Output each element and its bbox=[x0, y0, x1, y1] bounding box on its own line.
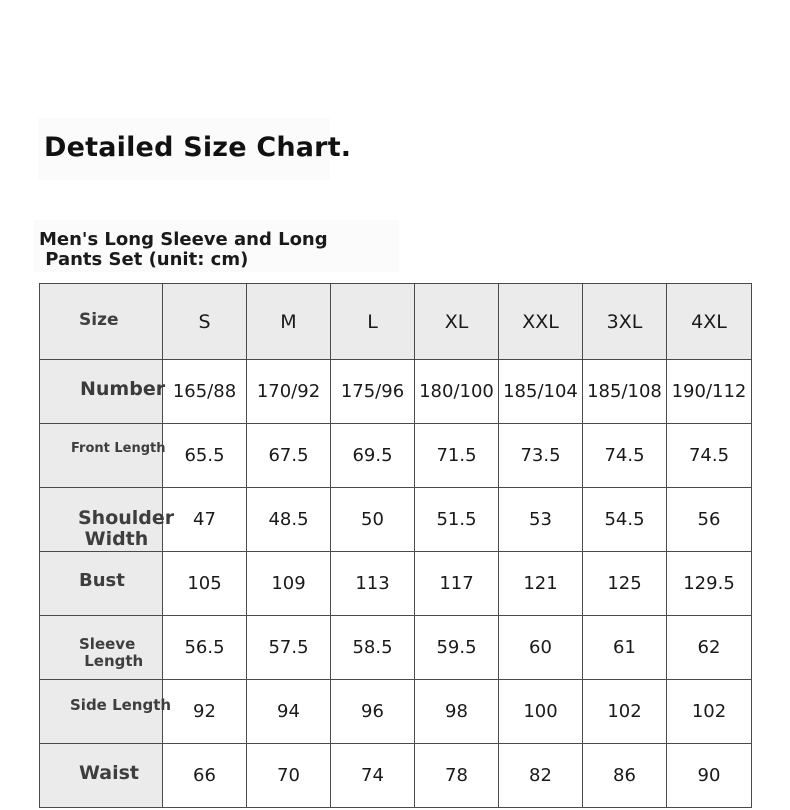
table-cell: 74 bbox=[331, 744, 415, 808]
table-cell: 92 bbox=[163, 680, 247, 744]
table-cell: 102 bbox=[583, 680, 667, 744]
table-cell: 96 bbox=[331, 680, 415, 744]
header-cell-size: S bbox=[163, 284, 247, 360]
table-cell: 121 bbox=[499, 552, 583, 616]
row-label-cell bbox=[40, 360, 166, 424]
table-cell: 67.5 bbox=[247, 424, 331, 488]
table-cell: 113 bbox=[331, 552, 415, 616]
table-row-shoulder-width bbox=[40, 488, 752, 552]
table-cell: 185/108 bbox=[583, 360, 667, 424]
table-header-row bbox=[40, 284, 752, 360]
table-row-side-length bbox=[40, 680, 752, 744]
table-cell: 50 bbox=[331, 488, 415, 552]
table-cell: 62 bbox=[667, 616, 752, 680]
header-cell-size: XXL bbox=[499, 284, 583, 360]
table-row-waist bbox=[40, 744, 752, 808]
table-row-number bbox=[40, 360, 752, 424]
table-cell: 82 bbox=[499, 744, 583, 808]
page-title: Detailed Size Chart. bbox=[44, 132, 352, 163]
table-row-bust bbox=[40, 552, 752, 616]
table-cell: 170/92 bbox=[247, 360, 331, 424]
table-cell: 125 bbox=[583, 552, 667, 616]
table-cell: 165/88 bbox=[163, 360, 247, 424]
table-cell: 185/104 bbox=[499, 360, 583, 424]
table-cell: 73.5 bbox=[499, 424, 583, 488]
header-cell-size: 4XL bbox=[667, 284, 752, 360]
header-cell-size: L bbox=[331, 284, 415, 360]
row-label-cell bbox=[40, 744, 163, 808]
table-cell: 48.5 bbox=[247, 488, 331, 552]
table-cell: 98 bbox=[415, 680, 499, 744]
header-cell-size: M bbox=[247, 284, 331, 360]
table-cell: 61 bbox=[583, 616, 667, 680]
table-cell: 71.5 bbox=[415, 424, 499, 488]
row-label: Shoulder Width bbox=[78, 507, 175, 550]
table-cell: 90 bbox=[667, 744, 752, 808]
table-cell: 53 bbox=[499, 488, 583, 552]
table-cell: 57.5 bbox=[247, 616, 331, 680]
table-cell: 74.5 bbox=[583, 424, 667, 488]
table-cell: 180/100 bbox=[415, 360, 499, 424]
table-caption: Men's Long Sleeve and Long Pants Set (unit: cm) bbox=[39, 229, 328, 270]
table-cell: 56 bbox=[667, 488, 752, 552]
header-cell-size-label bbox=[40, 284, 163, 360]
table-cell: 105 bbox=[163, 552, 247, 616]
row-label: Side Length bbox=[70, 696, 172, 714]
row-label: Number bbox=[80, 378, 166, 400]
table-cell: 74.5 bbox=[667, 424, 752, 488]
header-cell-size: 3XL bbox=[583, 284, 667, 360]
table-cell: 60 bbox=[499, 616, 583, 680]
row-label-cell bbox=[40, 616, 163, 680]
table-cell: 190/112 bbox=[667, 360, 752, 424]
table-cell: 54.5 bbox=[583, 488, 667, 552]
table-cell: 59.5 bbox=[415, 616, 499, 680]
table-row-front-length bbox=[40, 424, 752, 488]
table-cell: 66 bbox=[163, 744, 247, 808]
table-cell: 65.5 bbox=[163, 424, 247, 488]
table-row-sleeve-length bbox=[40, 616, 752, 680]
row-label: Sleeve Length bbox=[79, 635, 144, 670]
size-chart-table bbox=[39, 283, 752, 808]
table-cell: 100 bbox=[499, 680, 583, 744]
table-cell: 58.5 bbox=[331, 616, 415, 680]
table-cell: 47 bbox=[163, 488, 247, 552]
row-label: Front Length bbox=[71, 441, 166, 456]
table-cell: 86 bbox=[583, 744, 667, 808]
row-label: Waist bbox=[79, 762, 140, 784]
table-cell: 102 bbox=[667, 680, 752, 744]
header-cell-size: XL bbox=[415, 284, 499, 360]
table-cell: 70 bbox=[247, 744, 331, 808]
table-cell: 117 bbox=[415, 552, 499, 616]
table-cell: 175/96 bbox=[331, 360, 415, 424]
table-cell: 94 bbox=[247, 680, 331, 744]
table-cell: 69.5 bbox=[331, 424, 415, 488]
table-cell: 78 bbox=[415, 744, 499, 808]
row-label-cell bbox=[40, 488, 175, 552]
row-label-cell bbox=[40, 680, 172, 744]
table-cell: 56.5 bbox=[163, 616, 247, 680]
row-label-cell bbox=[40, 552, 163, 616]
table-cell: 129.5 bbox=[667, 552, 752, 616]
header-label: Size bbox=[79, 310, 119, 330]
table-cell: 109 bbox=[247, 552, 331, 616]
table-cell: 51.5 bbox=[415, 488, 499, 552]
row-label-cell bbox=[40, 424, 166, 488]
row-label: Bust bbox=[79, 570, 125, 591]
